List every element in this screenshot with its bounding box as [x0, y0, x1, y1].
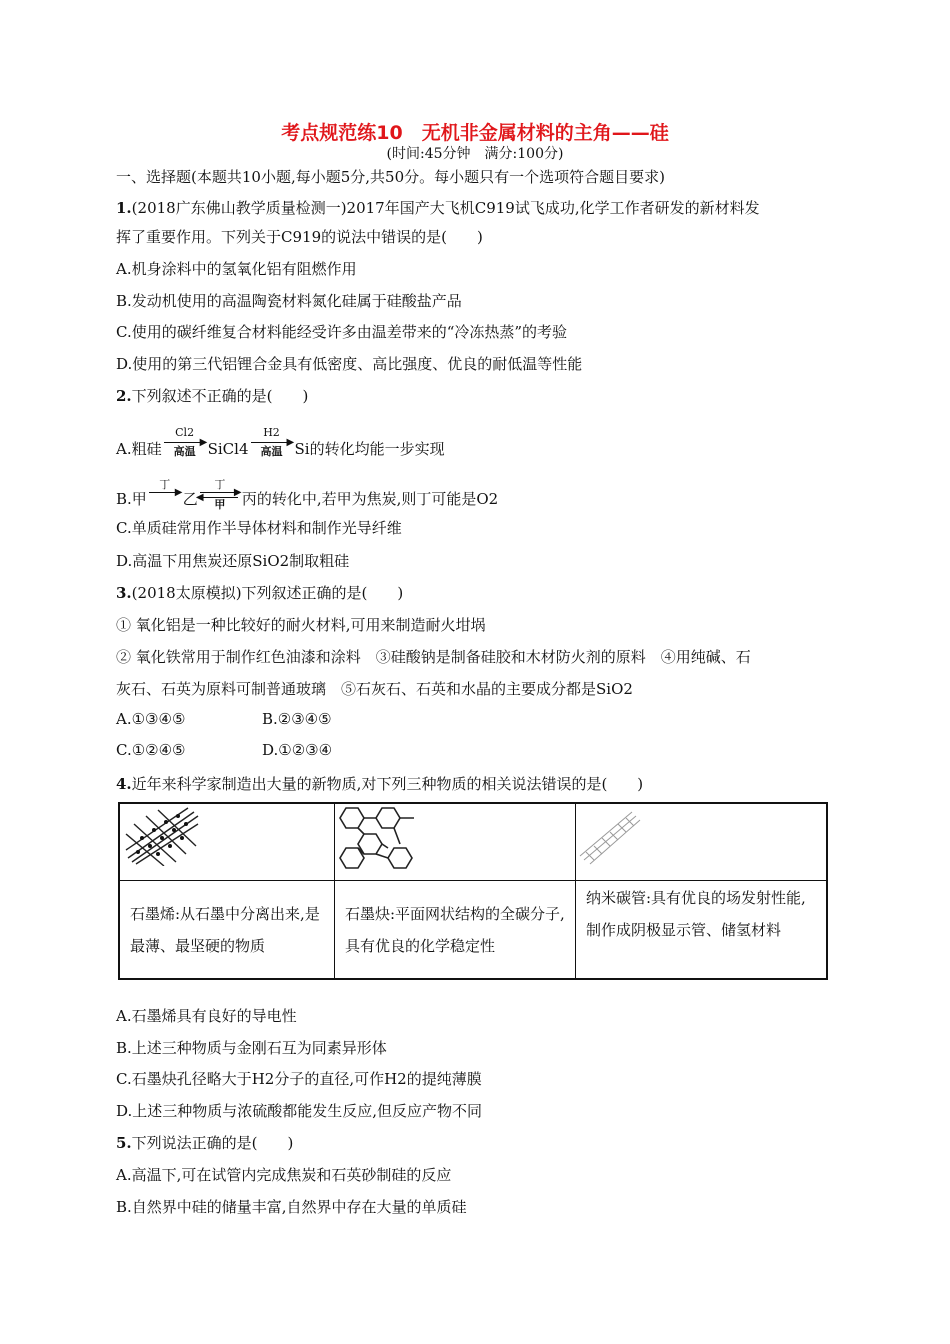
reversible-bottom-reagent: 甲 — [214, 498, 226, 511]
q2-option-b — [116, 478, 499, 511]
page-subtitle: (时间:45分钟 满分:100分) — [386, 146, 564, 162]
q4-option-c: C.石墨炔孔径略大于H2分子的直径,可作H2的提纯薄膜 — [116, 1070, 482, 1088]
q3-option-b: B.②③④⑤ — [262, 710, 332, 728]
q4-number: 4. — [116, 775, 132, 793]
reaction-arrow-3: 丁 ▶ — [147, 484, 183, 510]
q3-item-3: 灰石、石英为原料可制普通玻璃 ⑤石灰石、石英和水晶的主要成分都是SiO2 — [116, 680, 633, 698]
q1-stem-line1 — [116, 197, 760, 218]
q4-stem-text: 近年来科学家制造出大量的新物质,对下列三种物质的相关说法错误的是( ) — [131, 775, 644, 793]
q1-option-b: B.发动机使用的高温陶瓷材料氮化硅属于硅酸盐产品 — [116, 292, 462, 310]
arrow2-condition: 高温 — [260, 445, 283, 458]
q2-b-suffix: 丙的转化中,若甲为焦炭,则丁可能是O2 — [241, 490, 499, 508]
graphdiyne-image — [334, 804, 418, 880]
q1-option-d: D.使用的第三代铝锂合金具有低密度、高比强度、优良的耐低温等性能 — [116, 355, 583, 373]
arrow2-reagent: H2 — [263, 426, 280, 439]
q1-option-c: C.使用的碳纤维复合材料能经受许多由温差带来的“冷冻热蒸”的考验 — [116, 323, 568, 341]
q1-number: 1. — [116, 199, 132, 217]
q2-number: 2. — [116, 387, 132, 405]
arrow1-reagent: Cl2 — [175, 426, 195, 439]
reaction-arrow-2: H2 ▶ 高温 — [249, 434, 295, 460]
q2-stem-text: 下列叙述不正确的是( ) — [131, 387, 309, 405]
graphene-image — [124, 804, 204, 880]
section-heading: 一、选择题(本题共10小题,每小题5分,共50分。每小题只有一个选项符合题目要求) — [116, 168, 665, 186]
q3-option-d: D.①②③④ — [262, 741, 333, 759]
q2-a-mid: SiCl4 — [207, 440, 249, 458]
q4-option-a: A.石墨烯具有良好的导电性 — [116, 1007, 297, 1025]
q4-option-b: B.上述三种物质与金刚石互为同素异形体 — [116, 1039, 387, 1057]
q2-option-d: D.高温下用焦炭还原SiO2制取粗硅 — [116, 552, 350, 570]
arrow3-reagent: 丁 — [159, 478, 171, 491]
q2-option-a — [116, 426, 445, 460]
reversible-top-reagent: 丁 — [214, 478, 226, 491]
nanotube-description: 纳米碳管:具有优良的场发射性能,制作成阴极显示管、储氢材料 — [586, 889, 806, 939]
page-title: 考点规范练10 无机非金属材料的主角——硅 — [281, 122, 669, 144]
q4-option-d: D.上述三种物质与浓硫酸都能发生反应,但反应产物不同 — [116, 1102, 483, 1120]
graphdiyne-description: 石墨炔:平面网状结构的全碳分子,具有优良的化学稳定性 — [345, 905, 565, 955]
q2-stem — [116, 385, 308, 406]
q5-stem — [116, 1132, 293, 1153]
q2-b-prefix: B.甲 — [116, 490, 147, 508]
q3-stem — [116, 582, 403, 603]
q3-option-a: A.①③④⑤ — [116, 710, 186, 728]
q5-option-b: B.自然界中硅的储量丰富,自然界中存在大量的单质硅 — [116, 1198, 467, 1216]
q5-option-a: A.高温下,可在试管内完成焦炭和石英砂制硅的反应 — [116, 1166, 452, 1184]
q2-b-yi: 乙 — [182, 490, 198, 508]
q3-option-c: C.①②④⑤ — [116, 741, 186, 759]
graphene-description: 石墨烯:从石墨中分离出来,是最薄、最坚硬的物质 — [130, 905, 320, 955]
q5-stem-text: 下列说法正确的是( ) — [131, 1134, 294, 1152]
arrow1-condition: 高温 — [173, 445, 196, 458]
nanotube-image — [576, 804, 660, 880]
reaction-arrow-1: Cl2 ▶ 高温 — [162, 434, 208, 460]
q2-option-c: C.单质硅常用作半导体材料和制作光导纤维 — [116, 519, 402, 537]
q3-item-2: ② 氧化铁常用于制作红色油漆和涂料 ③硅酸钠是制备硅胶和木材防火剂的原料 ④用纯碱、石 — [116, 648, 751, 666]
q1-option-a: A.机身涂料中的氢氧化铝有阻燃作用 — [116, 260, 357, 278]
q3-stem-text: (2018太原模拟)下列叙述正确的是( ) — [131, 584, 404, 602]
q3-number: 3. — [116, 584, 132, 602]
materials-table — [118, 802, 828, 980]
q2-a-suffix: Si的转化均能一步实现 — [294, 440, 445, 458]
q2-a-prefix: A.粗硅 — [116, 440, 162, 458]
q1-stem-text1: (2018广东佛山教学质量检测一)2017年国产大飞机C919试飞成功,化学工作者研发的新材料发 — [131, 199, 760, 217]
reversible-arrow: 丁 ▶ ◀ 甲 — [195, 478, 242, 511]
q5-number: 5. — [116, 1134, 132, 1152]
q4-stem — [116, 773, 643, 794]
q1-stem-line2: 挥了重要作用。下列关于C919的说法中错误的是( ) — [116, 228, 483, 246]
q3-item-1: ① 氧化铝是一种比较好的耐火材料,可用来制造耐火坩埚 — [116, 616, 486, 634]
